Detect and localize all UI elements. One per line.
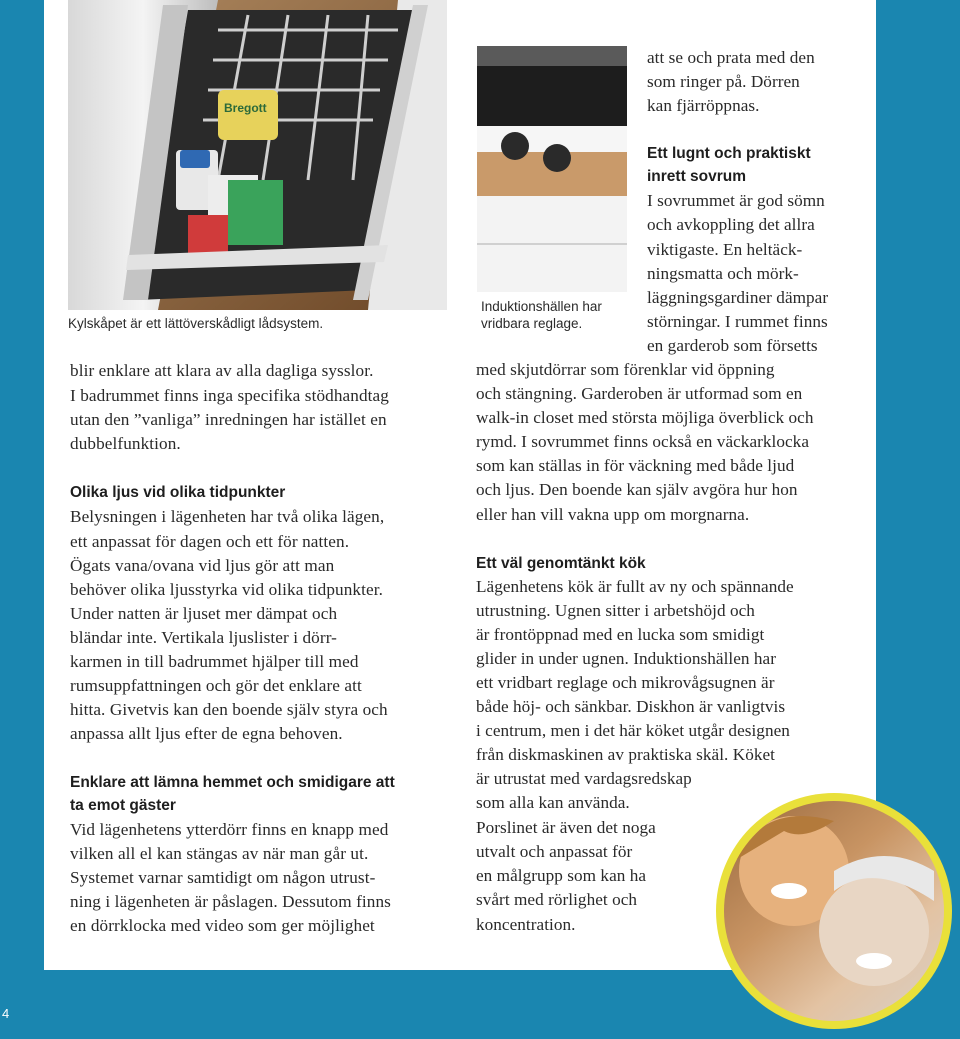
kitchen-line: Porslinet är även det noga: [476, 818, 656, 837]
family-photo-illustration: [724, 801, 944, 1021]
leaving-home-line: en dörrklocka med video som ger möjlighet: [70, 916, 375, 935]
leaving-home-line: ning i lägenheten är påslagen. Dessutom finns: [70, 892, 391, 911]
butter-tub-icon: [218, 90, 278, 140]
page-number: 4: [2, 1006, 10, 1021]
lighting-line: rumsuppfattningen och gör det enklare att: [70, 676, 362, 695]
kitchen-line: Lägenhetens kök är fullt av ny och spännande: [476, 577, 794, 596]
lighting-line: hitta. Givetvis kan den boende själv styra och: [70, 700, 388, 719]
family-photo: [724, 801, 944, 1021]
intro-line: dubbelfunktion.: [70, 434, 181, 453]
kitchen-heading: Ett väl genomtänkt kök: [476, 555, 646, 572]
fridge-drawer-photo: [68, 0, 447, 310]
bedroom-heading-line2: inrett sovrum: [647, 168, 747, 185]
lighting-line: Under natten är ljuset mer dämpat och: [70, 604, 338, 623]
bedroom-line: med skjutdörrar som förenklar vid öppning: [476, 360, 775, 379]
induction-caption-line1: Induktionshällen har: [481, 299, 602, 314]
kitchen-line: i centrum, men i det här köket utgår designen: [476, 721, 790, 740]
lighting-line: bländar inte. Vertikala ljuslister i dörr-: [70, 628, 338, 647]
bedroom-line: walk-in closet med största möjliga överblick och: [476, 408, 814, 427]
bedroom-line: en garderob som försetts: [647, 336, 818, 355]
induction-hob-photo: [477, 46, 627, 292]
fridge-caption: Kylskåpet är ett lättöverskådligt lådsystem.: [68, 316, 324, 331]
induction-hob-illustration: [477, 46, 627, 292]
bedroom-line: rymd. I sovrummet finns också en väckarklocka: [476, 432, 810, 451]
lighting-line: karmen in till badrummet hjälper till med: [70, 652, 359, 671]
kitchen-line: en målgrupp som kan ha: [476, 866, 647, 885]
lighting-line: anpassa allt ljus efter de egna behoven.: [70, 724, 343, 743]
bedroom-heading-line1: Ett lugnt och praktiskt: [647, 145, 811, 162]
family-photo-frame: [716, 793, 952, 1029]
bedroom-line: eller han vill vakna upp om morgnarna.: [476, 505, 750, 524]
fridge-drawer-illustration: [68, 0, 447, 310]
leaving-home-heading-line2: ta emot gäster: [70, 797, 176, 814]
intro-line: blir enklare att klara av alla dagliga sysslor.: [70, 361, 374, 380]
leaving-home-line: Vid lägenhetens ytterdörr finns en knapp med: [70, 820, 389, 839]
kitchen-line: som alla kan använda.: [476, 793, 630, 812]
kitchen-line: utrustning. Ugnen sitter i arbetshöjd och: [476, 601, 755, 620]
doorbell-line: att se och prata med den: [647, 48, 815, 67]
milk-carton-icon: [228, 180, 283, 245]
leaving-home-line: Systemet varnar samtidigt om någon utrust-: [70, 868, 376, 887]
kitchen-line: är utrustat med vardagsredskap: [476, 769, 692, 788]
doorbell-line: som ringer på. Dörren: [647, 72, 800, 91]
bedroom-line: och ljus. Den boende kan själv avgöra hur hon: [476, 480, 798, 499]
kitchen-line: glider in under ugnen. Induktionshällen har: [476, 649, 776, 668]
bedroom-line: I sovrummet är god sömn: [647, 191, 825, 210]
leaving-home-line: vilken all el kan stängas av när man går ut.: [70, 844, 369, 863]
kitchen-line: svårt med rörlighet och: [476, 890, 638, 909]
induction-caption-line2: vridbara reglage.: [481, 316, 583, 331]
lighting-line: ett anpassat för dagen och ett för natten.: [70, 532, 350, 551]
lighting-line: behöver olika ljusstyrka vid olika tidpunkter.: [70, 580, 383, 599]
bedroom-line: som kan ställas in för väckning med både ljud: [476, 456, 795, 475]
bedroom-line: och avkoppling det allra: [647, 215, 815, 234]
knob-icon: [543, 144, 571, 172]
lighting-line: Belysningen i lägenheten har två olika lägen,: [70, 507, 385, 526]
bedroom-line: ningsmatta och mörk-: [647, 264, 799, 283]
bedroom-line: viktigaste. En heltäck-: [647, 240, 803, 259]
bedroom-line: störningar. I rummet finns: [647, 312, 828, 331]
bedroom-line: läggningsgardiner dämpar: [647, 288, 829, 307]
knob-icon: [501, 132, 529, 160]
intro-line: utan den ”vanliga” inredningen har istället en: [70, 410, 387, 429]
kitchen-line: både höj- och sänkbar. Diskhon är vanligtvis: [476, 697, 786, 716]
lighting-line: Ögats vana/ovana vid ljus gör att man: [70, 556, 335, 575]
kitchen-line: koncentration.: [476, 915, 576, 934]
intro-line: I badrummet finns inga specifika stödhandtag: [70, 386, 389, 405]
doorbell-line: kan fjärröppnas.: [647, 96, 760, 115]
lighting-heading: Olika ljus vid olika tidpunkter: [70, 484, 286, 501]
kitchen-line: utvalt och anpassat för: [476, 842, 633, 861]
bedroom-line: och stängning. Garderoben är utformad som en: [476, 384, 803, 403]
kitchen-line: från diskmaskinen av praktiska skäl. Köket: [476, 745, 775, 764]
kitchen-line: är frontöppnad med en lucka som smidigt: [476, 625, 765, 644]
kitchen-line: ett vridbart reglage och mikrovågsugnen är: [476, 673, 775, 692]
butter-label: Bregott: [224, 101, 267, 115]
leaving-home-heading-line1: Enklare att lämna hemmet och smidigare att: [70, 774, 395, 791]
